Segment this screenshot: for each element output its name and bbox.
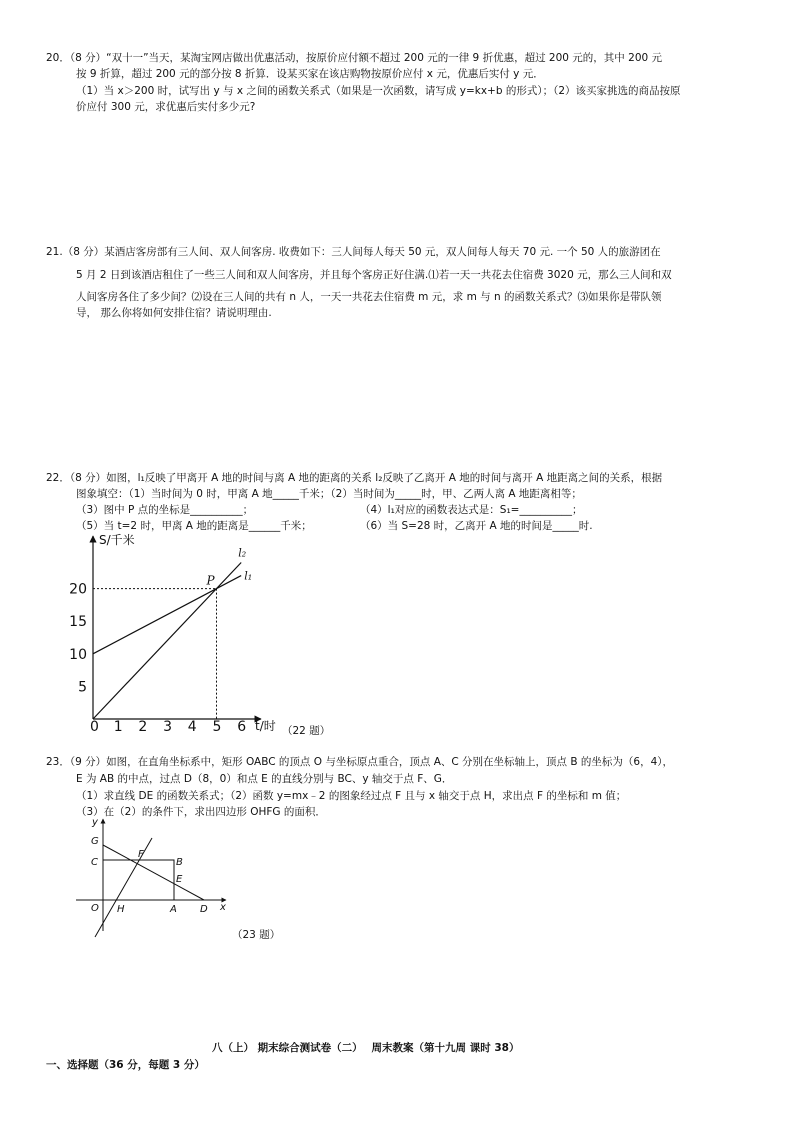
q22-line-4a: （5）当 t=2 时，甲离 A 地的距离是______千米； xyxy=(76,520,312,532)
rectangle-oabc xyxy=(103,860,174,900)
label-f: F xyxy=(138,849,144,860)
origin-label: 0 xyxy=(90,719,99,735)
q20-line-3: （1）当 x＞200 时，试写出 y 与 x 之间的函数关系式（如果是一次函数，请写成 y=kx+b 的形式）；（2）该买家挑选的商品按原 xyxy=(76,85,681,97)
q21-line-2: 5 月 2 日到该酒店租住了一些三人间和双人间客房，并且每个客房正好住满.⑴若一天一共花去住宿费 3020 元，那么三人间和双 xyxy=(76,269,672,281)
label-x: x xyxy=(220,902,226,913)
y-axis-label: S/千米 xyxy=(99,533,135,547)
x-tick-label: 2 xyxy=(138,719,148,735)
q20-line-1: 20．（8 分）“双十一”当天，某淘宝网店做出优惠活动，按原价应付额不超过 200 元的一律 9 折优惠，超过 200 元的，其中 200 元 xyxy=(46,52,663,64)
q22-line-4b: （6）当 S=28 时，乙离开 A 地的时间是_____时. xyxy=(360,520,593,532)
y-tick-label: 20 xyxy=(69,581,87,598)
label-h: H xyxy=(117,904,125,915)
q22-line-3b: （4）l₁对应的函数表达式是：S₁=__________； xyxy=(360,504,583,516)
series-line-l2 xyxy=(93,563,241,719)
label-o: O xyxy=(91,903,99,914)
y-tick-label: 5 xyxy=(78,679,87,696)
q20-line-4: 价应付 300 元，求优惠后实付多少元? xyxy=(76,101,256,113)
q22-chart xyxy=(65,530,305,740)
label-d: D xyxy=(200,904,208,915)
x-tick-label: 6 xyxy=(237,719,247,735)
q22-line-2: 图象填空：（1）当时间为 0 时，甲离 A 地_____千米；（2）当时间为_____时，甲、乙两人离 A 地距离相等； xyxy=(76,488,582,500)
x-tick-label: 3 xyxy=(163,719,173,735)
label-g: G xyxy=(91,836,99,847)
q21-line-4: 导， 那么你将如何安排住宿？请说明理由. xyxy=(76,307,272,319)
exam-title: 八（上） 期末综合测试卷（二） 周末教案（第十九周 课时 38） xyxy=(212,1042,520,1054)
q23-line-2: E 为 AB 的中点，过点 D（8，0）和点 E 的直线分别与 BC、y 轴交于点 F、G． xyxy=(76,773,453,785)
series-label-l1: l₁ xyxy=(244,569,253,583)
label-b: B xyxy=(176,857,183,868)
x-tick-label: 5 xyxy=(212,719,222,735)
q23-line-3: （1）求直线 DE 的函数关系式；（2）函数 y=mx﹣2 的图象经过点 F 且与 x 轴交于点 H，求出点 F 的坐标和 m 值； xyxy=(76,790,627,802)
x-tick-label: 1 xyxy=(113,719,123,735)
q23-line-1: 23．（9 分）如图，在直角坐标系中，矩形 OABC 的顶点 O 与坐标原点重合，顶点 A、C 分别在坐标轴上，顶点 B 的坐标为（6，4）， xyxy=(46,756,674,768)
q23-caption: （23 题） xyxy=(232,929,281,941)
q20-line-2: 按 9 折算，超过 200 元的部分按 8 折算．设某买家在该店购物按原价应付 x 元，优惠后实付 y 元． xyxy=(76,68,544,80)
point-p-label: P xyxy=(206,573,215,588)
y-tick-label: 10 xyxy=(69,646,87,663)
q21-line-3: 人间客房各住了多少间？⑵设在三人间的共有 n 人，一天一共花去住宿费 m 元，求 m 与 n 的函数关系式？⑶如果你是带队领 xyxy=(76,291,662,303)
q22-line-3a: （3）图中 P 点的坐标是__________； xyxy=(76,504,254,516)
q23-figure xyxy=(70,815,250,945)
line-gd xyxy=(103,845,204,900)
y-tick-label: 15 xyxy=(69,614,87,631)
q23-line-4: （3）在（2）的条件下，求出四边形 OHFG 的面积． xyxy=(76,806,326,818)
x-tick-label: 4 xyxy=(187,719,197,735)
q22-line-1: 22．（8 分）如图，l₁反映了甲离开 A 地的时间与离 A 地的距离的关系 l₂反映了乙离开 A 地的时间与离开 A 地距离之间的关系，根据 xyxy=(46,472,663,484)
series-line-l1 xyxy=(93,573,241,654)
q21-line-1: 21.（8 分）某酒店客房部有三人间、双人间客房. 收费如下：三人间每人每天 50 元，双人间每人每天 70 元. 一个 50 人的旅游团在 xyxy=(46,246,661,258)
label-y: y xyxy=(92,817,98,828)
section-heading: 一、选择题（36 分，每题 3 分） xyxy=(46,1059,205,1071)
x-axis-label: t/时 xyxy=(255,719,276,733)
q22-caption: （22 题） xyxy=(282,725,331,737)
label-a: A xyxy=(170,904,177,915)
label-c: C xyxy=(91,857,98,868)
label-e: E xyxy=(176,874,183,885)
series-label-l2: l₂ xyxy=(238,546,247,560)
